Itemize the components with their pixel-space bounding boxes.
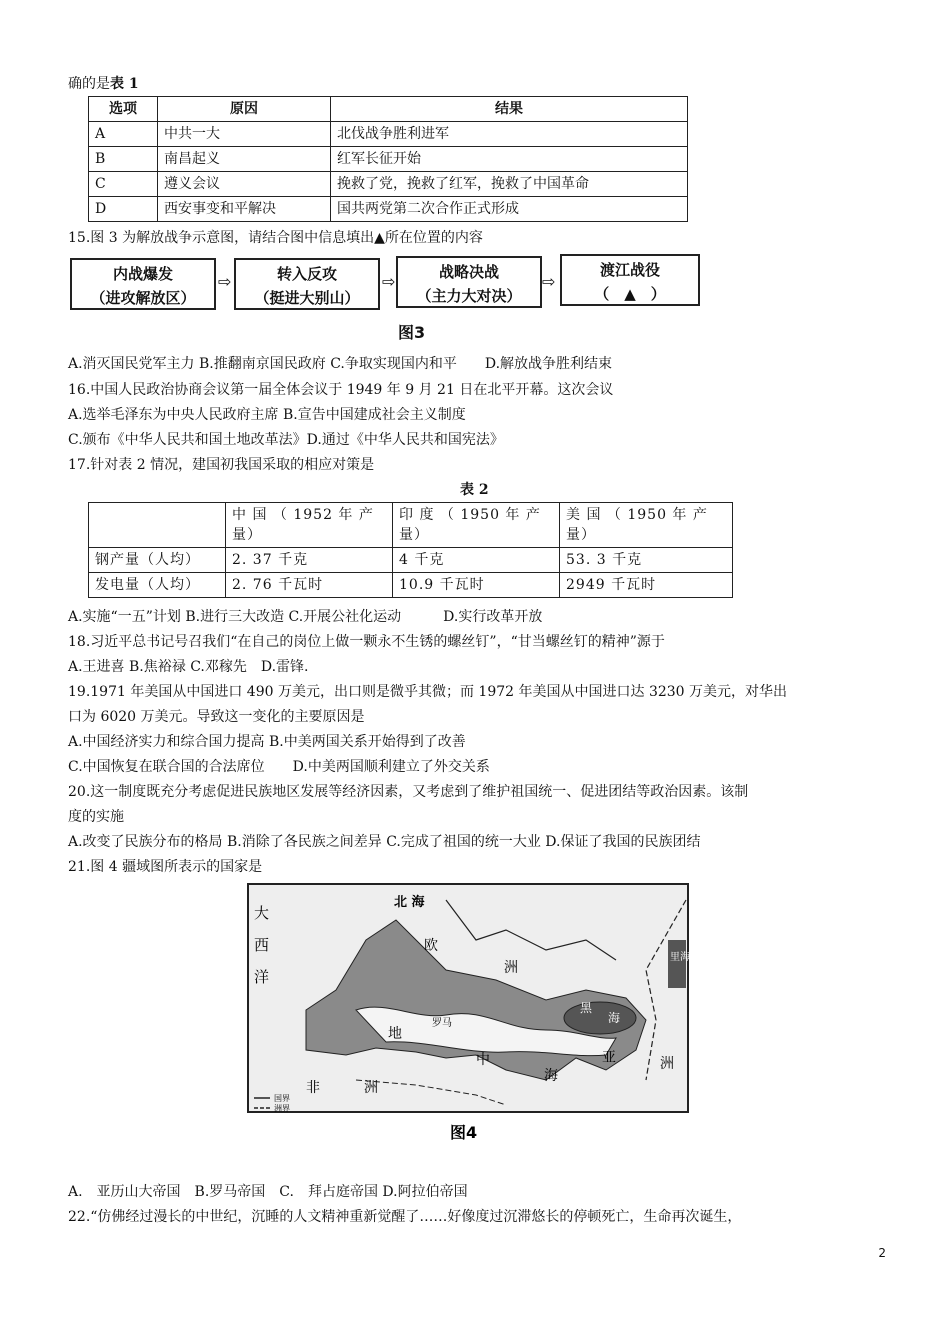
table-header <box>89 503 226 548</box>
table-row <box>89 172 688 197</box>
table-cell: 2. 76 千瓦时 <box>226 573 393 598</box>
figure-3-caption: 图3 <box>398 323 426 342</box>
legend-label: 洲界 <box>274 1104 290 1113</box>
map-svg <box>246 880 701 1158</box>
flow-box-river-crossing: 渡江战役 （ ▲ ） <box>560 254 700 306</box>
table-row <box>89 147 688 172</box>
figure-4-caption: 图4 <box>450 1123 478 1142</box>
flow-box-civil-war: 内战爆发 （进攻解放区） <box>70 258 216 310</box>
q19-options-2: C.中国恢复在联合国的合法席位 D.中美两国顺利建立了外交关系 <box>68 759 490 775</box>
q21-options: A. 亚历山大帝国 B.罗马帝国 C. 拜占庭帝国 D.阿拉伯帝国 <box>68 1184 468 1200</box>
q20-options: A.改变了民族分布的格局 B.消除了各民族之间差异 C.完成了祖国的统一大业 D.保证了我国的民族团结 <box>68 834 701 850</box>
page-number: 2 <box>878 1246 886 1260</box>
table-cell: 钢产量（人均） <box>89 548 226 573</box>
q17-stem: 17.针对表 2 情况，建国初我国采取的相应对策是 <box>68 457 375 473</box>
table-cell: 挽救了党，挽救了红军，挽救了中国革命 <box>331 172 688 197</box>
table-cell: 北伐战争胜利进军 <box>331 122 688 147</box>
table-cell: 53. 3 千克 <box>560 548 733 573</box>
q19-stem-2: 口为 6020 万美元。导致这一变化的主要原因是 <box>68 709 365 725</box>
map-label: 亚 <box>602 1050 616 1066</box>
table-cell: 4 千克 <box>393 548 560 573</box>
map-label: 欧 <box>424 938 438 954</box>
map-label: 海 <box>544 1068 558 1084</box>
table-cell: B <box>89 147 158 172</box>
figure-3-flowchart <box>68 254 708 346</box>
table-cell: 2949 千瓦时 <box>560 573 733 598</box>
table-row <box>89 197 688 222</box>
table-cell: 遵义会议 <box>158 172 331 197</box>
map-label: 中 <box>476 1052 490 1068</box>
map-label: 里海 <box>670 952 690 963</box>
table-row <box>89 548 733 573</box>
q15-options: A.消灭国民党军主力 B.推翻南京国民政府 C.争取实现国内和平 D.解放战争胜利结束 <box>68 356 613 372</box>
table-header-row <box>89 97 688 122</box>
table-header: 原因 <box>158 97 331 122</box>
caspian-sea-shape <box>668 940 686 988</box>
map-label: 洲 <box>504 960 518 976</box>
table-header: 美 国 （ 1950 年 产 量） <box>560 503 733 548</box>
table-cell: 发电量（人均） <box>89 573 226 598</box>
table-cell: C <box>89 172 158 197</box>
table-header: 印 度 （ 1950 年 产 量） <box>393 503 560 548</box>
table-header: 选项 <box>89 97 158 122</box>
map-label: 大 <box>254 904 270 922</box>
table-cell: 红军长征开始 <box>331 147 688 172</box>
table-2 <box>88 502 733 598</box>
table-header-row <box>89 503 733 548</box>
flow-box-decisive-battles: 战略决战 （主力大对决） <box>396 256 542 308</box>
intro-line: 确的是表 1 <box>68 76 139 92</box>
table1-title: 表 1 <box>110 76 139 92</box>
table-header: 中 国 （ 1952 年 产 量） <box>226 503 393 548</box>
legend-label: 国界 <box>274 1094 290 1103</box>
table-row <box>89 122 688 147</box>
q19-options-1: A.中国经济实力和综合国力提高 B.中美两国关系开始得到了改善 <box>68 734 466 750</box>
table-row <box>89 573 733 598</box>
figure-4-map <box>246 880 701 1158</box>
table-cell: 南昌起义 <box>158 147 331 172</box>
table-1 <box>88 96 688 222</box>
q16-options-1: A.选举毛泽东为中央人民政府主席 B.宣告中国建成社会主义制度 <box>68 407 466 423</box>
table-cell: 国共两党第二次合作正式形成 <box>331 197 688 222</box>
table-cell: D <box>89 197 158 222</box>
q18-options: A.王进喜 B.焦裕禄 C.邓稼先 D.雷锋. <box>68 659 309 675</box>
map-label: 非 <box>306 1080 320 1096</box>
q15-stem: 15.图 3 为解放战争示意图，请结合图中信息填出▲所在位置的内容 <box>68 230 483 246</box>
black-sea-shape <box>564 1002 636 1034</box>
table-header: 结果 <box>331 97 688 122</box>
flow-box-counteroffensive: 转入反攻 （挺进大别山） <box>234 258 380 310</box>
table-cell: 10.9 千瓦时 <box>393 573 560 598</box>
flow-arrow-icon: ⇨ <box>382 272 396 291</box>
map-label: 西 <box>254 936 270 954</box>
table-cell: 中共一大 <box>158 122 331 147</box>
table2-title: 表 2 <box>460 482 489 498</box>
q18-stem: 18.习近平总书记号召我们“在自己的岗位上做一颗永不生锈的螺丝钉”，“甘当螺丝钉的精神”源于 <box>68 634 665 650</box>
table-cell: 西安事变和平解决 <box>158 197 331 222</box>
q20-stem-1: 20.这一制度既充分考虑促进民族地区发展等经济因素，又考虑到了维护祖国统一、促进团结等政治因素。该制 <box>68 784 749 800</box>
map-label: 海 <box>608 1011 621 1025</box>
map-label: 洋 <box>254 968 270 986</box>
q19-stem-1: 19.1971 年美国从中国进口 490 万美元，出口则是微乎其微；而 1972 年美国从中国进口达 3230 万美元，对华出 <box>68 684 788 700</box>
map-label: 北 海 <box>394 895 425 910</box>
q16-options-2: C.颁布《中华人民共和国土地改革法》D.通过《中华人民共和国宪法》 <box>68 432 504 448</box>
map-label: 洲 <box>660 1056 674 1072</box>
map-label: 黑 <box>580 1001 593 1015</box>
q16-stem: 16.中国人民政治协商会议第一届全体会议于 1949 年 9 月 21 日在北平开幕。这次会议 <box>68 382 614 398</box>
table-cell: A <box>89 122 158 147</box>
map-label: 洲 <box>364 1080 378 1096</box>
flow-arrow-icon: ⇨ <box>218 272 232 291</box>
q22-stem: 22.“仿佛经过漫长的中世纪，沉睡的人文精神重新觉醒了……好像度过沉滞悠长的停顿死亡，生命再次诞生， <box>68 1209 742 1225</box>
flow-arrow-icon: ⇨ <box>542 272 556 291</box>
q17-options: A.实施“一五”计划 B.进行三大改造 C.开展公社化运动 D.实行改革开放 <box>68 609 543 625</box>
table-cell: 2. 37 千克 <box>226 548 393 573</box>
map-label-rome: 罗马 <box>432 1018 452 1029</box>
q21-stem: 21.图 4 疆域图所表示的国家是 <box>68 859 263 875</box>
q20-stem-2: 度的实施 <box>68 809 124 825</box>
map-label: 地 <box>388 1026 402 1042</box>
